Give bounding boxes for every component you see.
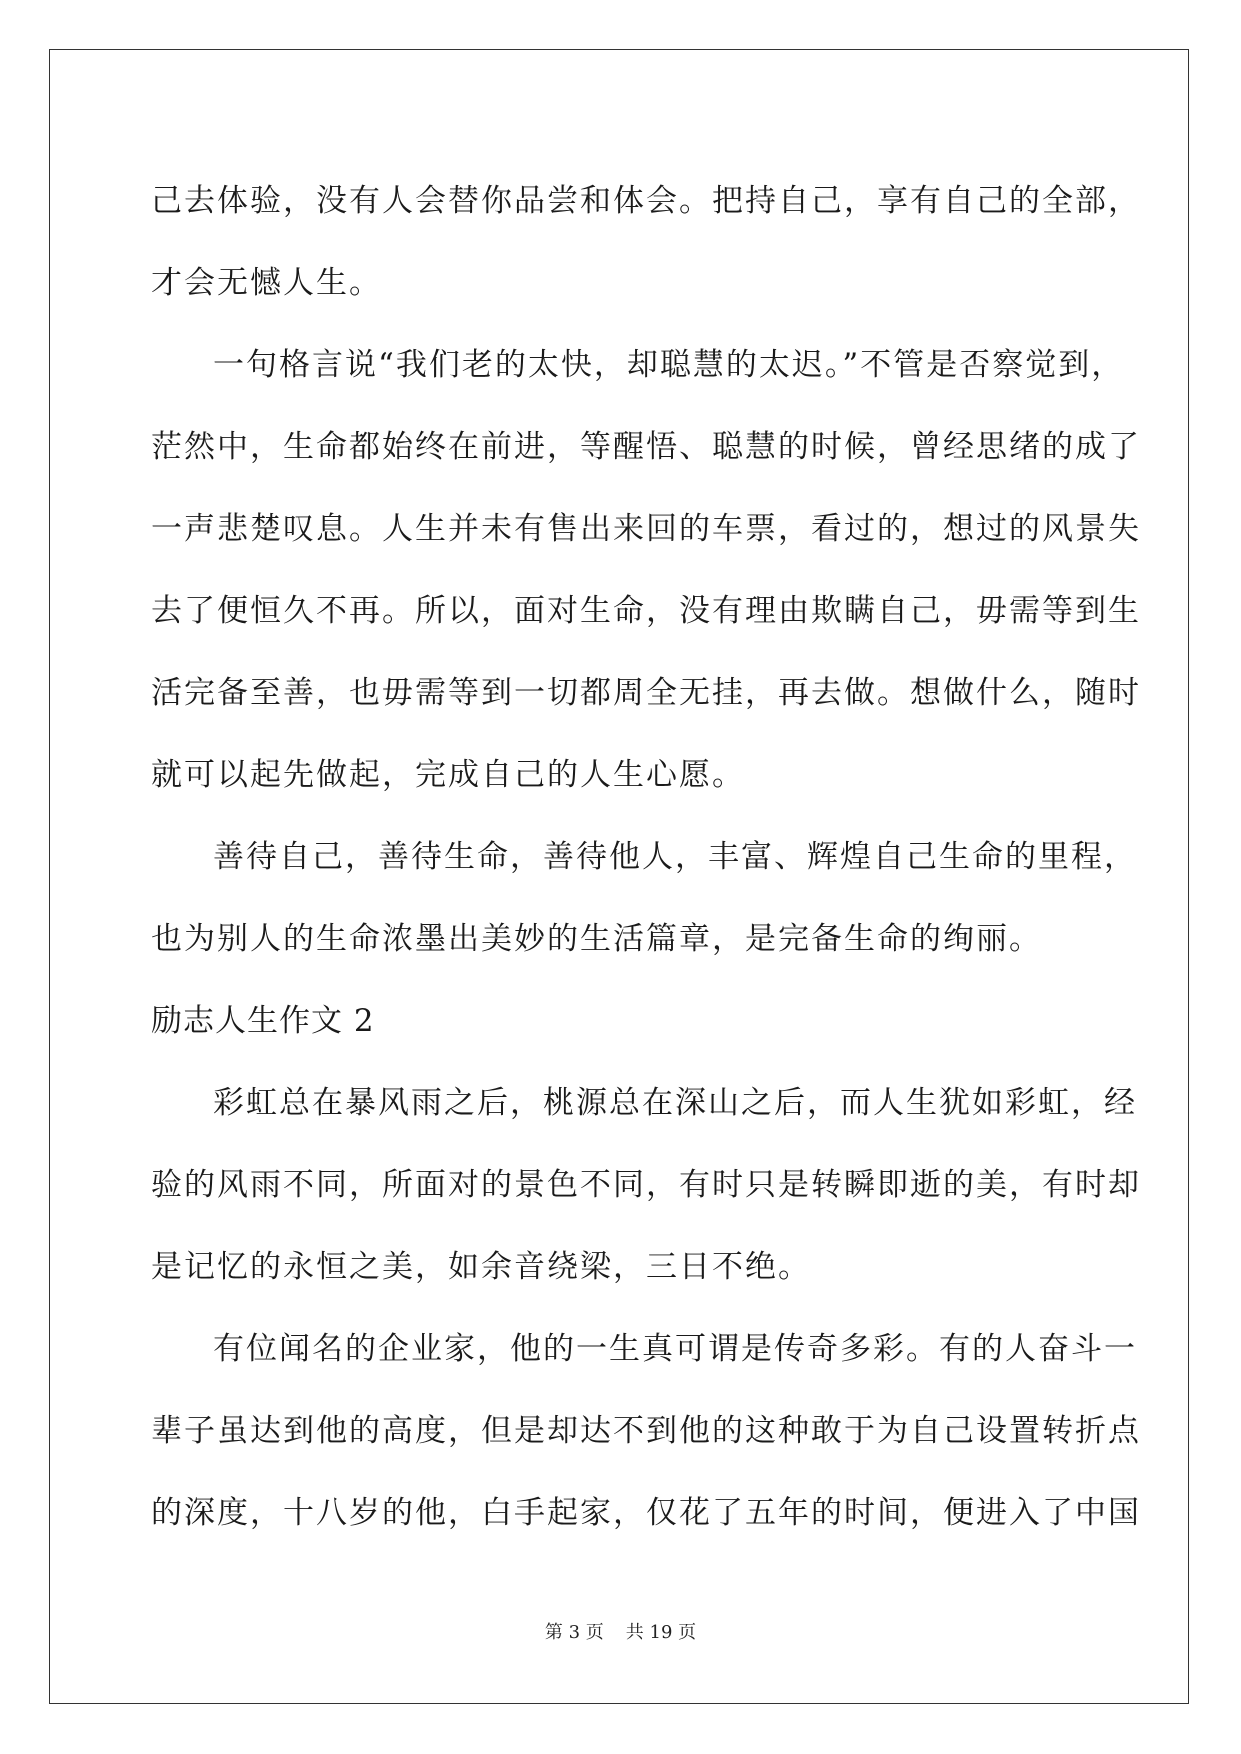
text-line: 己去体验，没有人会替你品尝和体会。把持自己，享有自己的全部， xyxy=(151,183,1141,219)
text-line: 一声悲楚叹息。人生并未有售出来回的车票，看过的，想过的风景失 xyxy=(151,511,1141,547)
text-line: 去了便恒久不再。所以，面对生命，没有理由欺瞒自己，毋需等到生 xyxy=(151,593,1141,629)
text-line: 善待自己，善待生命，善待他人，丰富、辉煌自己生命的里程， xyxy=(213,839,1137,875)
text-line: 辈子虽达到他的高度，但是却达不到他的这种敢于为自己设置转折点 xyxy=(151,1413,1141,1449)
page-number: 第 3 页 xyxy=(544,1622,604,1643)
text-line: 茫然中，生命都始终在前进，等醒悟、聪慧的时候，曾经思绪的成了 xyxy=(151,429,1141,465)
text-line: 是记忆的永恒之美，如余音绕梁，三日不绝。 xyxy=(151,1249,811,1285)
text-line: 才会无憾人生。 xyxy=(151,265,382,301)
text-line: 的深度，十八岁的他，白手起家，仅花了五年的时间，便进入了中国 xyxy=(151,1495,1141,1531)
text-line: 也为别人的生命浓墨出美妙的生活篇章，是完备生命的绚丽。 xyxy=(151,921,1042,957)
document-body xyxy=(151,160,1141,1554)
text-line: 有位闻名的企业家，他的一生真可谓是传奇多彩。有的人奋斗一 xyxy=(213,1331,1137,1367)
page-footer xyxy=(0,1618,1241,1644)
text-line: 一句格言说“我们老的太快，却聪慧的太迟。”不管是否察觉到， xyxy=(213,347,1125,383)
text-line: 彩虹总在暴风雨之后，桃源总在深山之后，而人生犹如彩虹，经 xyxy=(213,1085,1137,1121)
page-total: 共 19 页 xyxy=(625,1622,697,1643)
text-line: 就可以起先做起，完成自己的人生心愿。 xyxy=(151,757,745,793)
text-line: 活完备至善，也毋需等到一切都周全无挂，再去做。想做什么，随时 xyxy=(151,675,1141,711)
text-line: 验的风雨不同，所面对的景色不同，有时只是转瞬即逝的美，有时却 xyxy=(151,1167,1141,1203)
section-heading: 励志人生作文 2 xyxy=(151,1003,375,1039)
